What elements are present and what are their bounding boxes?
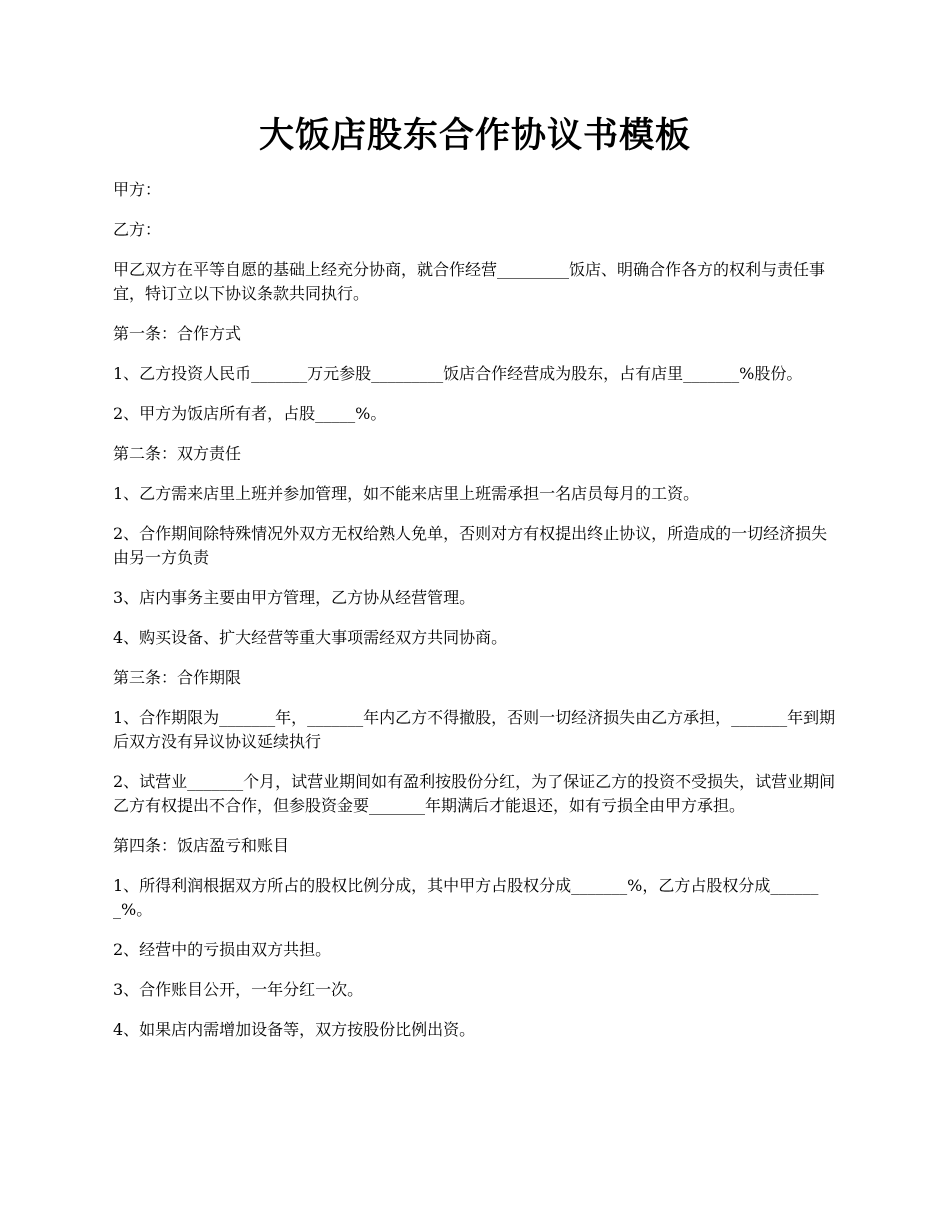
article-2-clause-2: 2、合作期间除特殊情况外双方无权给熟人免单，否则对方有权提出终止协议，所造成的一切经济损失由另一方负责 <box>113 524 828 567</box>
party-b-line: 乙方： <box>113 220 162 239</box>
article-4-clause-3: 3、合作账目公开，一年分红一次。 <box>113 980 364 999</box>
article-3-clause-1: 1、合作期限为_______年，_______年内乙方不得撤股，否则一切经济损失由乙方承担，_______年到期后双方没有异议协议延续执行 <box>113 708 836 751</box>
article-4-clause-1: 1、所得利润根据双方所占的股权比例分成，其中甲方占股权分成_______%，乙方占股权分成_______%。 <box>113 876 819 919</box>
article-2-clause-1: 1、乙方需来店里上班并参加管理，如不能来店里上班需承担一名店员每月的工资。 <box>113 484 700 503</box>
article-2-clause-3: 3、店内事务主要由甲方管理，乙方协从经营管理。 <box>113 588 476 607</box>
preamble-paragraph: 甲乙双方在平等自愿的基础上经充分协商，就合作经营_________饭店、明确合作各方的权利与责任事宜，特订立以下协议条款共同执行。 <box>113 260 826 303</box>
document-title: 大饭店股东合作协议书模板 <box>258 115 691 156</box>
article-2-heading: 第二条：双方责任 <box>113 444 242 463</box>
article-4-heading: 第四条：饭店盈亏和账目 <box>113 836 290 855</box>
document-body <box>113 178 843 1058</box>
article-1-clause-1: 1、乙方投资人民币_______万元参股_________饭店合作经营成为股东，占有店里_______%股份。 <box>113 364 803 383</box>
article-1-heading: 第一条：合作方式 <box>113 324 242 343</box>
article-4-clause-4: 4、如果店内需增加设备等，双方按股份比例出资。 <box>113 1020 476 1039</box>
article-2-clause-4: 4、购买设备、扩大经营等重大事项需经双方共同协商。 <box>113 628 508 647</box>
article-1-clause-2: 2、甲方为饭店所有者，占股_____%。 <box>113 404 387 423</box>
article-4-clause-2: 2、经营中的亏损由双方共担。 <box>113 940 332 959</box>
article-3-heading: 第三条：合作期限 <box>113 668 242 687</box>
party-a-line: 甲方： <box>113 180 162 199</box>
article-3-clause-2: 2、试营业_______个月，试营业期间如有盈利按股份分红，为了保证乙方的投资不受损失，试营业期间乙方有权提出不合作，但参股资金要_______年期满后才能退还，如有亏损全由甲方承担。 <box>113 772 836 815</box>
